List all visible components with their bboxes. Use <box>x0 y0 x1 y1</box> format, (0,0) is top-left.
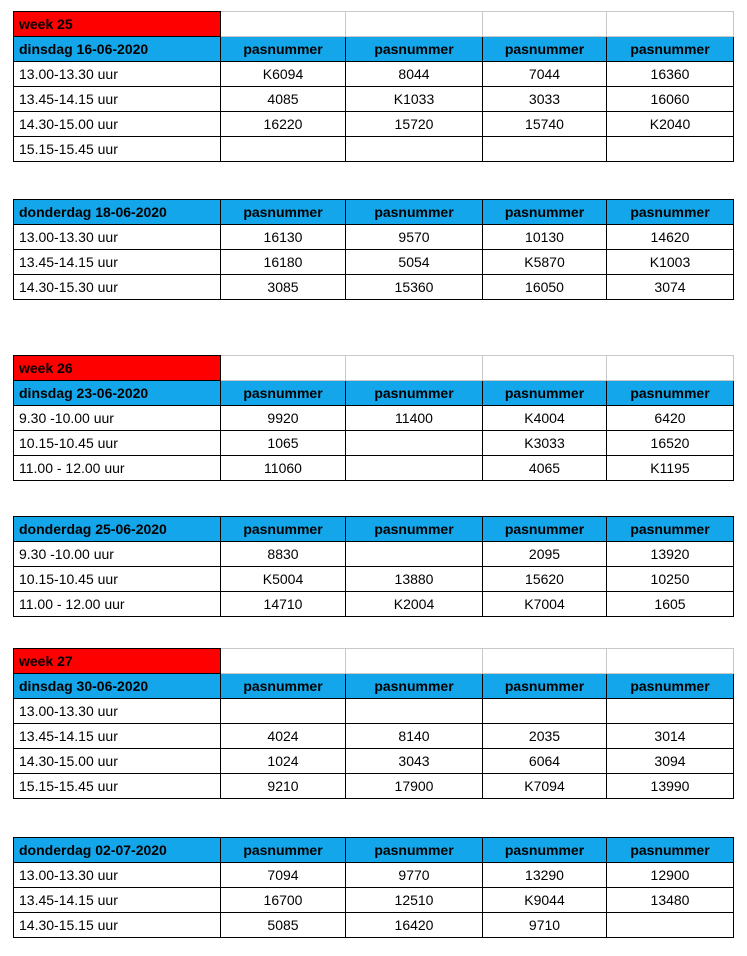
time-slot: 14.30-15.00 uur <box>14 749 221 774</box>
card-number: 1024 <box>221 749 346 774</box>
column-header: pasnummer <box>483 838 607 863</box>
column-header: pasnummer <box>346 200 483 225</box>
card-number: 11400 <box>346 406 483 431</box>
time-slot: 14.30-15.15 uur <box>14 913 221 938</box>
column-header: pasnummer <box>346 37 483 62</box>
card-number: 13290 <box>483 863 607 888</box>
card-number <box>346 137 483 162</box>
time-slot: 10.15-10.45 uur <box>14 567 221 592</box>
card-number: K1003 <box>607 250 734 275</box>
card-number <box>221 699 346 724</box>
card-number: K5004 <box>221 567 346 592</box>
table-row <box>14 699 734 724</box>
card-number: K7004 <box>483 592 607 617</box>
card-number: K2004 <box>346 592 483 617</box>
table-row <box>14 913 734 938</box>
card-number: 9920 <box>221 406 346 431</box>
column-header: pasnummer <box>483 200 607 225</box>
time-slot: 13.00-13.30 uur <box>14 699 221 724</box>
card-number: 11060 <box>221 456 346 481</box>
card-number: 3085 <box>221 275 346 300</box>
card-number: K2040 <box>607 112 734 137</box>
card-number: 10250 <box>607 567 734 592</box>
card-number: 17900 <box>346 774 483 799</box>
card-number: 8044 <box>346 62 483 87</box>
card-number: 5054 <box>346 250 483 275</box>
table-row <box>14 749 734 774</box>
column-header: pasnummer <box>221 674 346 699</box>
week-row <box>14 12 734 37</box>
card-number: 9210 <box>221 774 346 799</box>
card-number: 6420 <box>607 406 734 431</box>
table-row <box>14 724 734 749</box>
time-slot: 13.00-13.30 uur <box>14 863 221 888</box>
card-number: 12510 <box>346 888 483 913</box>
card-number: 9570 <box>346 225 483 250</box>
schedule-table-week27-tuesday <box>13 648 734 799</box>
card-number <box>346 542 483 567</box>
time-slot: 9.30 -10.00 uur <box>14 406 221 431</box>
card-number: 5085 <box>221 913 346 938</box>
table-row <box>14 542 734 567</box>
card-number: 3043 <box>346 749 483 774</box>
column-header: pasnummer <box>483 674 607 699</box>
column-header: pasnummer <box>221 37 346 62</box>
card-number: K9044 <box>483 888 607 913</box>
time-slot: 13.00-13.30 uur <box>14 225 221 250</box>
card-number: 4065 <box>483 456 607 481</box>
time-slot: 13.45-14.15 uur <box>14 250 221 275</box>
column-header: pasnummer <box>346 838 483 863</box>
day-header: donderdag 18-06-2020 <box>14 200 221 225</box>
header-row <box>14 517 734 542</box>
table-row <box>14 774 734 799</box>
column-header: pasnummer <box>607 200 734 225</box>
card-number: 2035 <box>483 724 607 749</box>
card-number: 3033 <box>483 87 607 112</box>
card-number: K1033 <box>346 87 483 112</box>
card-number: 16180 <box>221 250 346 275</box>
card-number: 14710 <box>221 592 346 617</box>
card-number <box>607 913 734 938</box>
column-header: pasnummer <box>346 674 483 699</box>
column-header: pasnummer <box>483 37 607 62</box>
column-header: pasnummer <box>607 674 734 699</box>
time-slot: 13.00-13.30 uur <box>14 62 221 87</box>
day-header: dinsdag 16-06-2020 <box>14 37 221 62</box>
table-row <box>14 431 734 456</box>
schedule-table-week27-thursday <box>13 837 734 938</box>
card-number <box>346 699 483 724</box>
card-number: 2095 <box>483 542 607 567</box>
card-number: 15360 <box>346 275 483 300</box>
time-slot: 10.15-10.45 uur <box>14 431 221 456</box>
card-number: 9710 <box>483 913 607 938</box>
column-header: pasnummer <box>346 381 483 406</box>
card-number: 8830 <box>221 542 346 567</box>
header-row <box>14 838 734 863</box>
time-slot: 11.00 - 12.00 uur <box>14 456 221 481</box>
table-row <box>14 62 734 87</box>
column-header: pasnummer <box>221 517 346 542</box>
card-number: 3074 <box>607 275 734 300</box>
card-number <box>607 699 734 724</box>
week-label: week 27 <box>14 649 221 674</box>
column-header: pasnummer <box>607 838 734 863</box>
time-slot: 13.45-14.15 uur <box>14 724 221 749</box>
time-slot: 13.45-14.15 uur <box>14 87 221 112</box>
header-row <box>14 200 734 225</box>
card-number: 13920 <box>607 542 734 567</box>
schedule-table-week26-thursday <box>13 516 734 617</box>
column-header: pasnummer <box>483 381 607 406</box>
day-header: dinsdag 30-06-2020 <box>14 674 221 699</box>
table-row <box>14 112 734 137</box>
card-number: 3094 <box>607 749 734 774</box>
card-number: 3014 <box>607 724 734 749</box>
table-row <box>14 567 734 592</box>
card-number: 7094 <box>221 863 346 888</box>
card-number: 16360 <box>607 62 734 87</box>
card-number: 4024 <box>221 724 346 749</box>
table-row <box>14 456 734 481</box>
card-number: 15740 <box>483 112 607 137</box>
card-number: 12900 <box>607 863 734 888</box>
column-header: pasnummer <box>221 200 346 225</box>
day-header: donderdag 25-06-2020 <box>14 517 221 542</box>
card-number <box>346 456 483 481</box>
header-row <box>14 37 734 62</box>
time-slot: 14.30-15.30 uur <box>14 275 221 300</box>
card-number <box>346 431 483 456</box>
table-row <box>14 275 734 300</box>
column-header: pasnummer <box>483 517 607 542</box>
day-header: donderdag 02-07-2020 <box>14 838 221 863</box>
time-slot: 11.00 - 12.00 uur <box>14 592 221 617</box>
table-row <box>14 406 734 431</box>
card-number: 6064 <box>483 749 607 774</box>
column-header: pasnummer <box>221 838 346 863</box>
card-number: 13990 <box>607 774 734 799</box>
card-number <box>483 699 607 724</box>
card-number: 16520 <box>607 431 734 456</box>
card-number: 1605 <box>607 592 734 617</box>
card-number: 7044 <box>483 62 607 87</box>
card-number: 15720 <box>346 112 483 137</box>
table-row <box>14 250 734 275</box>
card-number: 10130 <box>483 225 607 250</box>
card-number: 16050 <box>483 275 607 300</box>
table-row <box>14 87 734 112</box>
time-slot: 15.15-15.45 uur <box>14 137 221 162</box>
table-row <box>14 863 734 888</box>
card-number: 16130 <box>221 225 346 250</box>
week-label: week 26 <box>14 356 221 381</box>
column-header: pasnummer <box>221 381 346 406</box>
card-number: 9770 <box>346 863 483 888</box>
schedule-table-week25-tuesday <box>13 11 734 162</box>
card-number: K7094 <box>483 774 607 799</box>
card-number <box>483 137 607 162</box>
card-number: K6094 <box>221 62 346 87</box>
column-header: pasnummer <box>607 381 734 406</box>
time-slot: 14.30-15.00 uur <box>14 112 221 137</box>
table-row <box>14 592 734 617</box>
column-header: pasnummer <box>607 37 734 62</box>
schedule-table-week26-tuesday <box>13 355 734 481</box>
table-row <box>14 225 734 250</box>
card-number: K5870 <box>483 250 607 275</box>
card-number: 16220 <box>221 112 346 137</box>
card-number: K3033 <box>483 431 607 456</box>
card-number: 16060 <box>607 87 734 112</box>
week-row <box>14 649 734 674</box>
card-number: 13480 <box>607 888 734 913</box>
card-number: 4085 <box>221 87 346 112</box>
card-number <box>607 137 734 162</box>
week-row <box>14 356 734 381</box>
card-number: 13880 <box>346 567 483 592</box>
header-row <box>14 674 734 699</box>
table-row <box>14 137 734 162</box>
card-number: 16700 <box>221 888 346 913</box>
schedule-table-week25-thursday <box>13 199 734 300</box>
card-number: K1195 <box>607 456 734 481</box>
card-number <box>221 137 346 162</box>
card-number: 16420 <box>346 913 483 938</box>
column-header: pasnummer <box>346 517 483 542</box>
card-number: K4004 <box>483 406 607 431</box>
day-header: dinsdag 23-06-2020 <box>14 381 221 406</box>
time-slot: 9.30 -10.00 uur <box>14 542 221 567</box>
time-slot: 15.15-15.45 uur <box>14 774 221 799</box>
header-row <box>14 381 734 406</box>
table-row <box>14 888 734 913</box>
week-label: week 25 <box>14 12 221 37</box>
card-number: 15620 <box>483 567 607 592</box>
column-header: pasnummer <box>607 517 734 542</box>
card-number: 1065 <box>221 431 346 456</box>
time-slot: 13.45-14.15 uur <box>14 888 221 913</box>
card-number: 8140 <box>346 724 483 749</box>
card-number: 14620 <box>607 225 734 250</box>
